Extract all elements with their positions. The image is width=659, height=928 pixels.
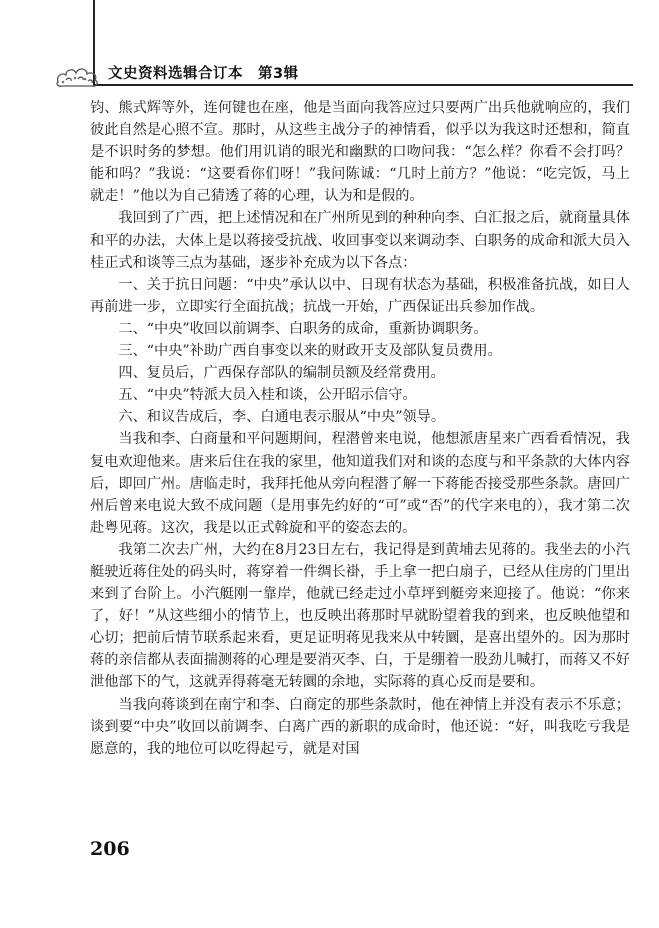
paragraph: 我第二次去广州，大约在8月23日左右，我记得是到黄埔去见蒋的。我坐去的小汽艇驶近蒋住处的码头时，蒋穿着一件绸长褂，手上拿一把白扇子，已经从住房的门里出来到了台阶上。小汽艇刚一靠岸，他就已经走过小草坪到艇旁来迎接了。他说：“你来了，好！”从这些细小的情节上，也反映出蒋那时早就盼望着我的到来，也反映他望和心切；把前后情节联系起来看，更足证明蒋见我来从中转圜，是喜出望外的。因为那时蒋的亲信都从表面揣测蒋的心理是要消灭李、白，于是绷着一股劲儿喊打，而蒋又不好泄他部下的气，这就弄得蒋毫无转圜的余地，实际蒋的真心反而是要和。 — [90, 541, 630, 691]
page-number: 206 — [90, 838, 130, 860]
paragraph: 当我和李、白商量和平问题期间，程潜曾来电说，他想派唐星来广西看看情况，我复电欢迎他来。唐来后住在我的家里，他知道我们对和谈的态度与和平条款的大体内容后，即回广州。唐临走时，我拜托他从旁向程潜了解一下蒋能否接受那些条款。唐回广州后曾来电说大致不成问题（是用事先约好的“可”或“否”的代字来电的），我才第二次赴粤见蒋。这次，我是以正式斡旋和平的姿态去的。 — [90, 431, 630, 536]
running-header-title: 文史资料选辑合订本 第3辑 — [108, 66, 299, 82]
list-item-2: 二、“中央”收回以前调李、白职务的成命，重新协调职务。 — [118, 320, 488, 337]
paragraph: 当我向蒋谈到在南宁和李、白商定的那些条款时，他在神情上并没有表示不乐意；谈到要“中央”收回以前调李、白离广西的新职的成命时，他还说：“好，叫我吃亏我是愿意的，我的地位可以吃得起亏，就是对国 — [90, 696, 630, 757]
paragraph: 我回到了广西，把上述情况和在广州所见到的种种向李、白汇报之后，就商量具体和平的办法，大体上是以蒋接受抗战、收回事变以来调动李、白职务的成命和派大员入桂正式和谈等三点为基础，逐步补充成为以下各点： — [90, 210, 630, 271]
list-item-5: 五、“中央”特派大员入桂和谈，公开昭示信守。 — [118, 387, 417, 404]
body-text — [90, 97, 630, 760]
paragraph-continuation: 钧、熊式辉等外，连何键也在座，他是当面向我答应过只要两广出兵他就响应的，我们彼此自然是心照不宣。那时，从这些主战分子的神情看，似乎以为我这时还想和，简直是不识时务的梦想。他们用讥诮的眼光和幽默的口吻问我：“怎么样？你看不会打吗？能和吗？”我说：“这要看你们呀！”我问陈诚：“几时上前方？”他说：“吃完饭，马上就走！”他以为自己猜透了蒋的心理，认为和是假的。 — [90, 100, 630, 205]
list-item-3: 三、“中央”补助广西自事变以来的财政开支及部队复员费用。 — [118, 343, 502, 360]
list-item-4: 四、复员后，广西保存部队的编制员额及经常费用。 — [118, 365, 445, 382]
list-item-1: 一、关于抗日问题：“中央”承认以中、日现有状态为基础，积极准备抗战，如日人再前进一步，立即实行全面抗战；抗战一开始，广西保证出兵参加作战。 — [90, 276, 630, 315]
list-item-6: 六、和议告成后，李、白通电表示服从“中央”领导。 — [118, 409, 446, 426]
header-horizontal-rule — [93, 84, 633, 86]
cloud-ornament-icon — [54, 60, 102, 90]
